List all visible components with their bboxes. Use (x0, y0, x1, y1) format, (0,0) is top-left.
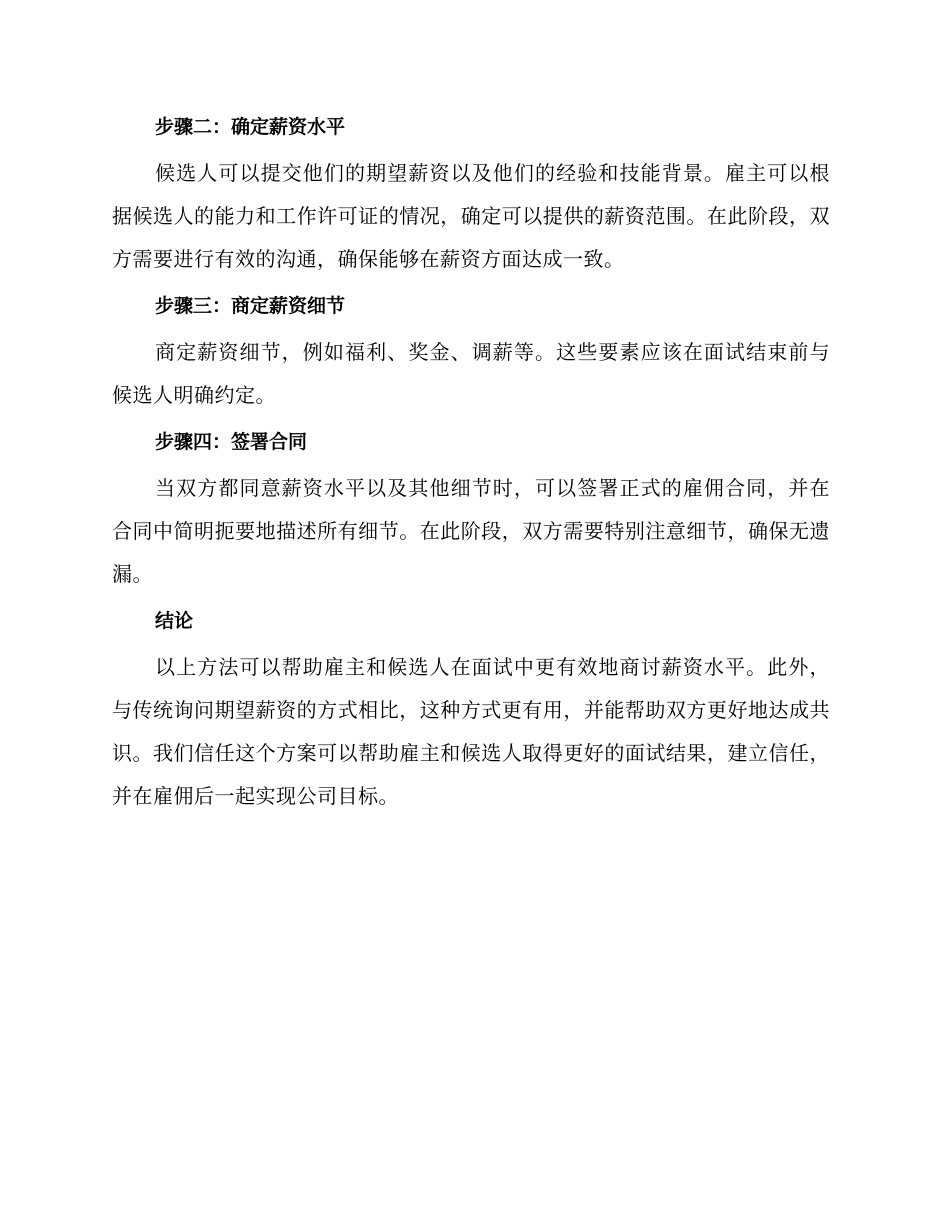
section-body-step-four: 当双方都同意薪资水平以及其他细节时，可以签署正式的雇佣合同，并在合同中简明扼要地描述所有细节。在此阶段，双方需要特别注意细节，确保无遗漏。 (112, 476, 830, 586)
section-heading-step-three: 步骤三：商定薪资细节 (155, 295, 346, 317)
section-heading-step-two: 步骤二：确定薪资水平 (155, 116, 346, 138)
section-heading-conclusion: 结论 (155, 610, 194, 632)
section-body-step-two: 候选人可以提交他们的期望薪资以及他们的经验和技能背景。雇主可以根据候选人的能力和工作许可证的情况，确定可以提供的薪资范围。在此阶段，双方需要进行有效的沟通，确保能够在薪资方面达成一致。 (112, 161, 830, 271)
document-content (112, 108, 830, 824)
section-body-conclusion: 以上方法可以帮助雇主和候选人在面试中更有效地商讨薪资水平。此外，与传统询问期望薪资的方式相比，这种方式更有用，并能帮助双方更好地达成共识。我们信任这个方案可以帮助雇主和候选人取得更好的面试结果，建立信任，并在雇佣后一起实现公司目标。 (112, 655, 830, 808)
section-body-step-three: 商定薪资细节，例如福利、奖金、调薪等。这些要素应该在面试结束前与候选人明确约定。 (112, 340, 830, 407)
section-heading-step-four: 步骤四：签署合同 (155, 431, 308, 453)
